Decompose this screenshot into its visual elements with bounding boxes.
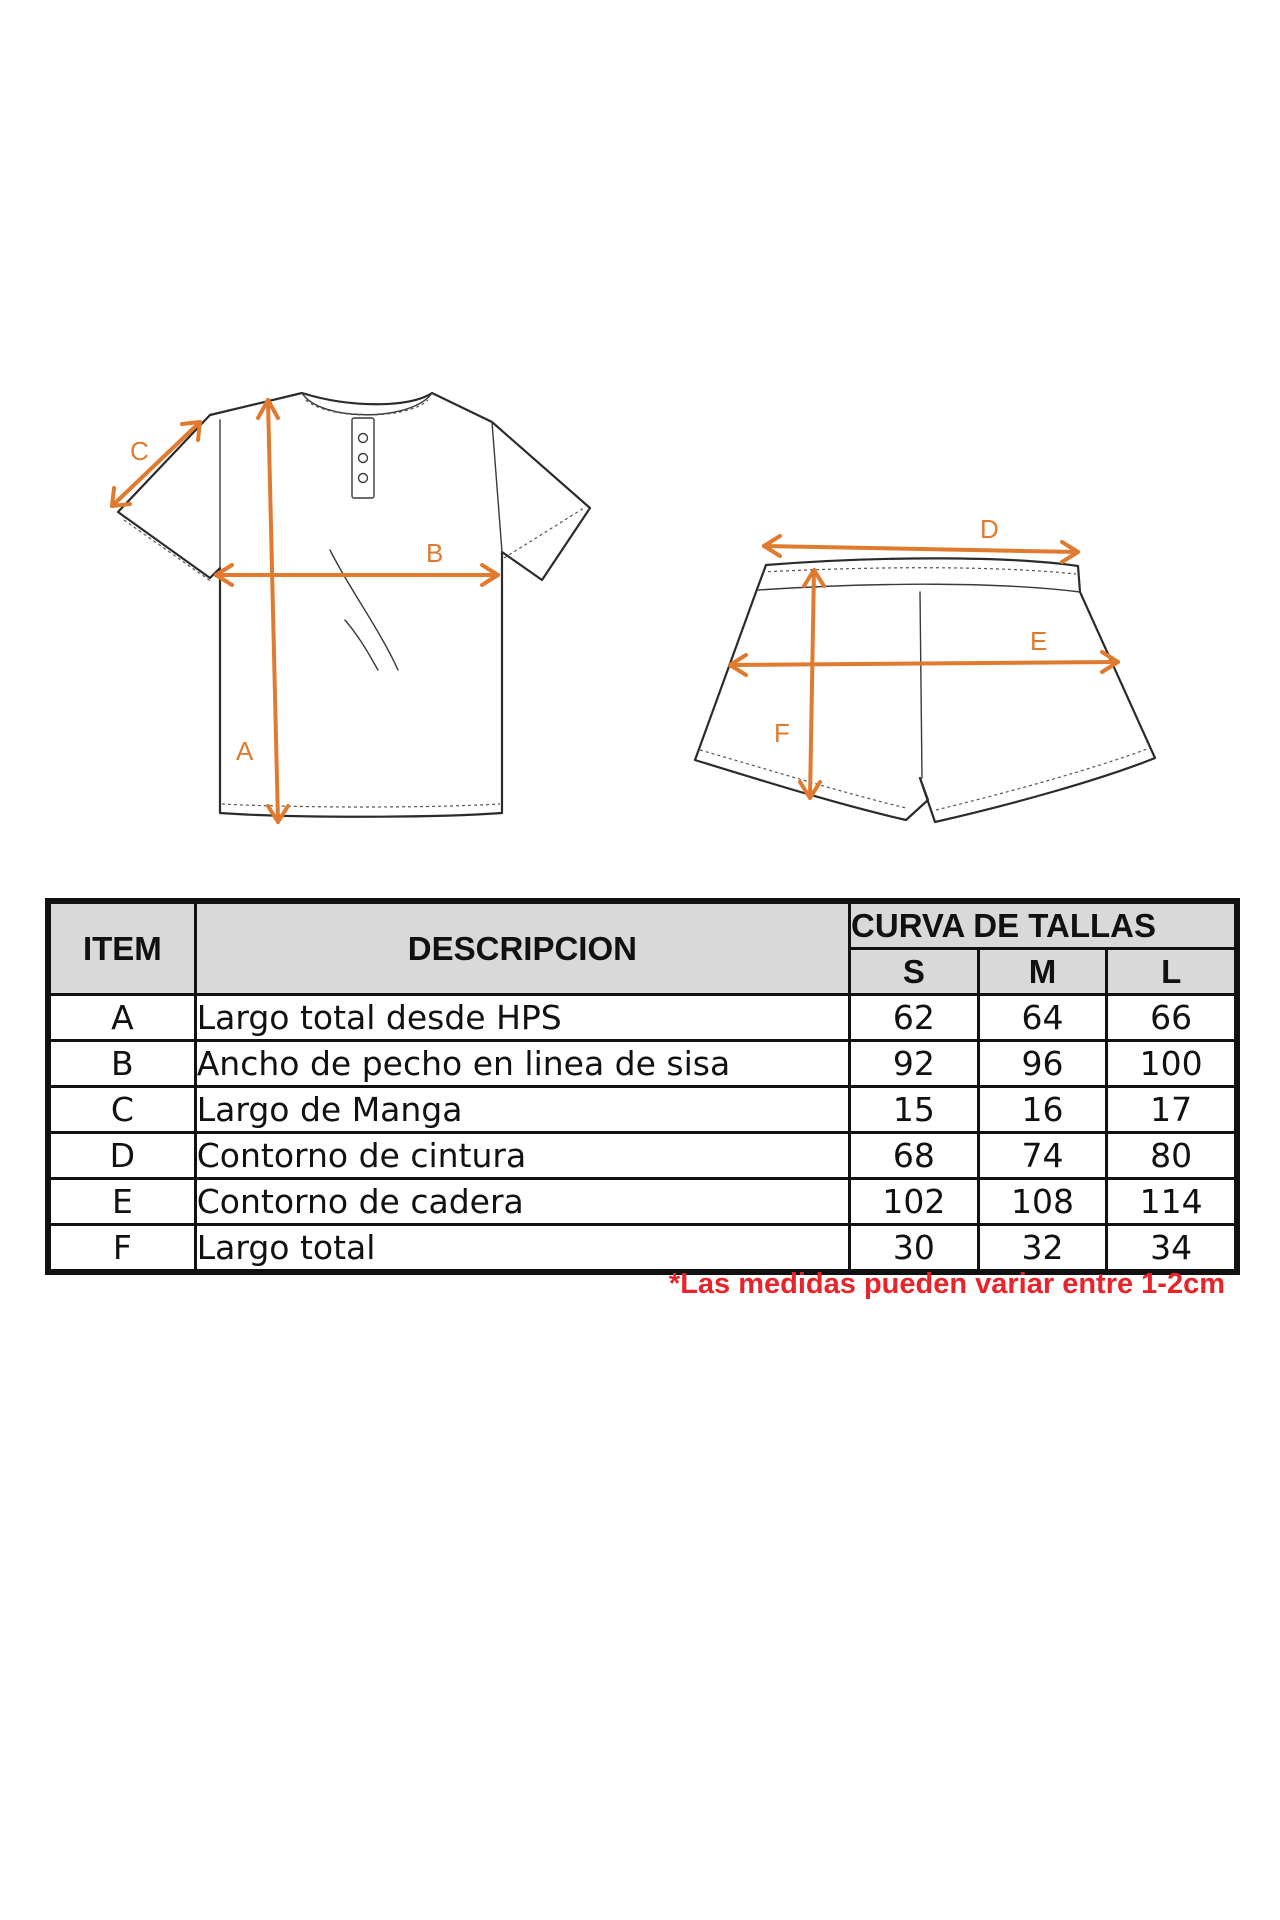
row-value-s: 62	[850, 995, 979, 1041]
header-item: ITEM	[48, 901, 195, 995]
row-value-l: 114	[1107, 1179, 1237, 1225]
row-description: Largo total desde HPS	[195, 995, 849, 1041]
size-table	[45, 898, 1240, 1275]
shorts-drawing	[695, 514, 1155, 822]
table-row	[48, 1133, 1237, 1179]
garment-diagram	[0, 360, 1280, 840]
row-value-l: 100	[1107, 1041, 1237, 1087]
garment-diagram-svg	[0, 360, 1280, 840]
row-value-m: 108	[978, 1179, 1107, 1225]
row-value-s: 68	[850, 1133, 979, 1179]
row-description: Contorno de cadera	[195, 1179, 849, 1225]
shorts-body	[695, 558, 1155, 822]
row-value-s: 15	[850, 1087, 979, 1133]
row-item: B	[48, 1041, 195, 1087]
tshirt-drawing	[112, 393, 590, 822]
row-value-m: 32	[978, 1225, 1107, 1273]
row-value-m: 74	[978, 1133, 1107, 1179]
row-value-s: 102	[850, 1179, 979, 1225]
row-value-l: 80	[1107, 1133, 1237, 1179]
row-value-l: 66	[1107, 995, 1237, 1041]
header-size-s: S	[850, 949, 979, 995]
row-value-s: 92	[850, 1041, 979, 1087]
row-item: F	[48, 1225, 195, 1273]
table-row	[48, 1225, 1237, 1273]
label-f: F	[774, 718, 790, 748]
header-size-m: M	[978, 949, 1107, 995]
row-value-l: 34	[1107, 1225, 1237, 1273]
table-row	[48, 1087, 1237, 1133]
row-description: Largo de Manga	[195, 1087, 849, 1133]
row-description: Ancho de pecho en linea de sisa	[195, 1041, 849, 1087]
label-b: B	[426, 538, 444, 568]
label-d: D	[980, 514, 999, 544]
table-header-row	[48, 901, 1237, 949]
label-e: E	[1030, 626, 1048, 656]
header-size-curve: CURVA DE TALLAS	[850, 901, 1237, 949]
row-description: Largo total	[195, 1225, 849, 1273]
row-value-l: 17	[1107, 1087, 1237, 1133]
table-row	[48, 1041, 1237, 1087]
row-item: A	[48, 995, 195, 1041]
label-c: C	[130, 436, 149, 466]
table-row	[48, 995, 1237, 1041]
measurement-variance-note: *Las medidas pueden variar entre 1-2cm	[668, 1268, 1225, 1300]
table-row	[48, 1179, 1237, 1225]
row-item: E	[48, 1179, 195, 1225]
row-description: Contorno de cintura	[195, 1133, 849, 1179]
row-item: D	[48, 1133, 195, 1179]
row-value-m: 96	[978, 1041, 1107, 1087]
row-value-m: 64	[978, 995, 1107, 1041]
row-value-s: 30	[850, 1225, 979, 1273]
header-size-l: L	[1107, 949, 1237, 995]
row-item: C	[48, 1087, 195, 1133]
label-a: A	[236, 736, 254, 766]
row-value-m: 16	[978, 1087, 1107, 1133]
header-description: DESCRIPCION	[195, 901, 849, 995]
arrow-d	[764, 546, 1078, 552]
tshirt-body	[118, 393, 590, 817]
